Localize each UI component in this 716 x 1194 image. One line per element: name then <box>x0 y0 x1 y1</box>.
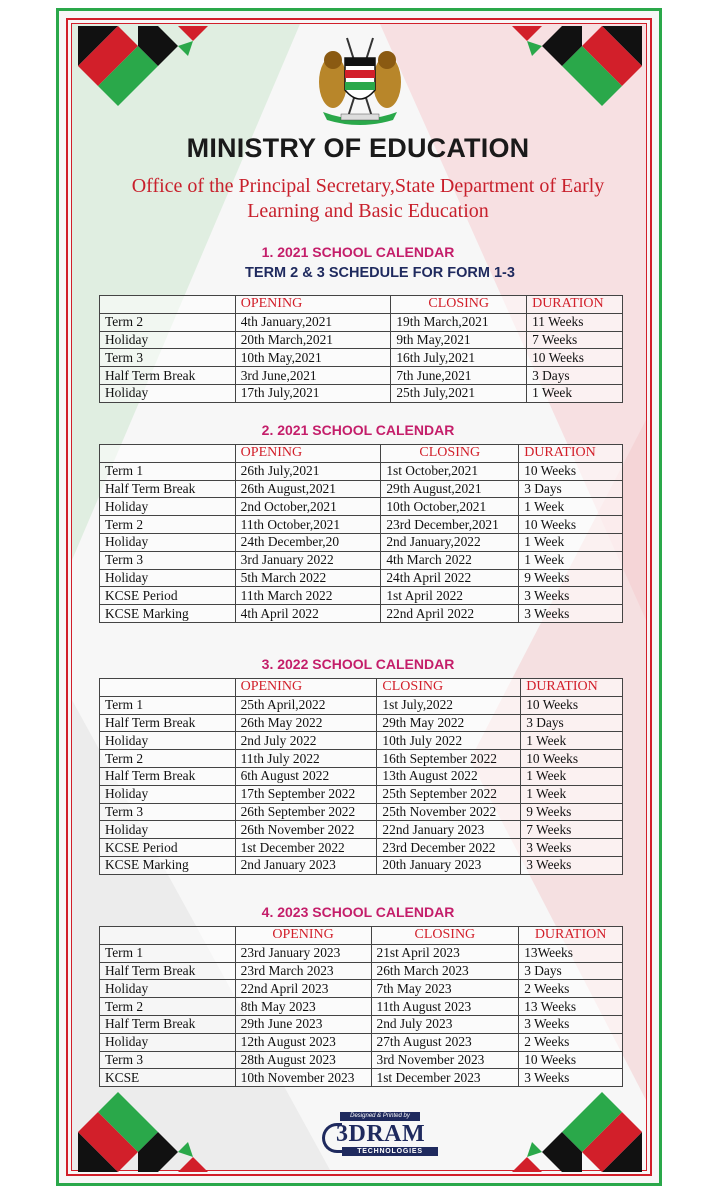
duration-cell: 3 Days <box>519 480 623 498</box>
opening-cell: 26th November 2022 <box>235 821 377 839</box>
corner-ornament-icon <box>512 1092 642 1172</box>
header-cell: DURATION <box>519 927 623 945</box>
closing-cell: 7th June,2021 <box>391 367 527 385</box>
table-row <box>100 349 623 367</box>
header-cell: DURATION <box>519 445 623 463</box>
table-row <box>100 980 623 998</box>
period-cell: Half Term Break <box>100 1015 236 1033</box>
period-cell: Holiday <box>100 533 236 551</box>
table-row <box>100 551 623 569</box>
closing-cell: 3rd November 2023 <box>371 1051 519 1069</box>
table-row <box>100 331 623 349</box>
closing-cell: 22nd January 2023 <box>377 821 521 839</box>
calendar-table-3 <box>99 678 623 875</box>
duration-cell: 13Weeks <box>519 944 623 962</box>
closing-cell: 10th October,2021 <box>381 498 519 516</box>
closing-cell: 16th July,2021 <box>391 349 527 367</box>
duration-cell: 10 Weeks <box>519 516 623 534</box>
closing-cell: 22nd April 2022 <box>381 605 519 623</box>
table-row <box>100 569 623 587</box>
subtitle-line-2: Learning and Basic Education <box>247 200 489 222</box>
section-3-title: 3. 2022 SCHOOL CALENDAR <box>261 656 455 672</box>
opening-cell: 1st December 2022 <box>235 839 377 857</box>
period-cell: Term 3 <box>100 551 236 569</box>
duration-cell: 2 Weeks <box>519 980 623 998</box>
period-cell: Term 1 <box>100 696 236 714</box>
duration-cell: 2 Weeks <box>519 1033 623 1051</box>
duration-cell: 10 Weeks <box>521 750 623 768</box>
closing-cell: 25th September 2022 <box>377 785 521 803</box>
table-row <box>100 856 623 874</box>
duration-cell: 3 Weeks <box>519 1069 623 1087</box>
closing-cell: 24th April 2022 <box>381 569 519 587</box>
table-row <box>100 998 623 1016</box>
header-cell <box>100 927 236 945</box>
period-cell: Term 3 <box>100 1051 236 1069</box>
opening-cell: 6th August 2022 <box>235 767 377 785</box>
duration-cell: 3 Days <box>521 714 623 732</box>
header-cell <box>100 296 236 314</box>
period-cell: KCSE Period <box>100 839 236 857</box>
table-row <box>100 696 623 714</box>
period-cell: Holiday <box>100 980 236 998</box>
opening-cell: 10th November 2023 <box>235 1069 371 1087</box>
table-row <box>100 480 623 498</box>
logo-top-text: Designed & Printed by <box>340 1112 420 1121</box>
header-cell: OPENING <box>235 296 391 314</box>
period-cell: KCSE <box>100 1069 236 1087</box>
header-cell: OPENING <box>235 927 371 945</box>
opening-cell: 24th December,20 <box>235 533 381 551</box>
period-cell: Holiday <box>100 1033 236 1051</box>
period-cell: KCSE Marking <box>100 856 236 874</box>
duration-cell: 3 Weeks <box>519 1015 623 1033</box>
duration-cell: 1 Week <box>527 384 623 402</box>
table-row <box>100 1033 623 1051</box>
table-row <box>100 498 623 516</box>
duration-cell: 9 Weeks <box>519 569 623 587</box>
duration-cell: 1 Week <box>519 551 623 569</box>
period-cell: Term 2 <box>100 750 236 768</box>
table-header-row <box>100 927 623 945</box>
page-subtitle <box>60 174 676 224</box>
table-header-row <box>100 296 623 314</box>
opening-cell: 26th September 2022 <box>235 803 377 821</box>
corner-ornament-icon <box>512 26 642 106</box>
closing-cell: 26th March 2023 <box>371 962 519 980</box>
page-title: MINISTRY OF EDUCATION <box>186 133 530 163</box>
header-cell: CLOSING <box>377 679 521 697</box>
table-row <box>100 313 623 331</box>
section-2-title: 2. 2021 SCHOOL CALENDAR <box>261 422 455 438</box>
opening-cell: 23rd March 2023 <box>235 962 371 980</box>
closing-cell: 25th July,2021 <box>391 384 527 402</box>
header-cell: DURATION <box>527 296 623 314</box>
duration-cell: 1 Week <box>521 785 623 803</box>
opening-cell: 12th August 2023 <box>235 1033 371 1051</box>
table-row <box>100 750 623 768</box>
opening-cell: 25th April,2022 <box>235 696 377 714</box>
period-cell: Holiday <box>100 785 236 803</box>
opening-cell: 22nd April 2023 <box>235 980 371 998</box>
duration-cell: 1 Week <box>519 498 623 516</box>
closing-cell: 20th January 2023 <box>377 856 521 874</box>
coat-of-arms-icon <box>313 34 407 128</box>
duration-cell: 3 Weeks <box>519 605 623 623</box>
opening-cell: 26th August,2021 <box>235 480 381 498</box>
duration-cell: 13 Weeks <box>519 998 623 1016</box>
section-4-title: 4. 2023 SCHOOL CALENDAR <box>261 904 455 920</box>
header-cell: CLOSING <box>381 445 519 463</box>
period-cell: Half Term Break <box>100 767 236 785</box>
opening-cell: 26th July,2021 <box>235 462 381 480</box>
period-cell: Term 2 <box>100 998 236 1016</box>
table-row <box>100 821 623 839</box>
opening-cell: 3rd January 2022 <box>235 551 381 569</box>
period-cell: Holiday <box>100 498 236 516</box>
section-1-title: 1. 2021 SCHOOL CALENDAR <box>261 244 455 260</box>
calendar-table-1 <box>99 295 623 403</box>
period-cell: Term 2 <box>100 516 236 534</box>
closing-cell: 23rd December 2022 <box>377 839 521 857</box>
opening-cell: 28th August 2023 <box>235 1051 371 1069</box>
closing-cell: 7th May 2023 <box>371 980 519 998</box>
table-row <box>100 767 623 785</box>
duration-cell: 9 Weeks <box>521 803 623 821</box>
period-cell: Term 3 <box>100 803 236 821</box>
opening-cell: 3rd June,2021 <box>235 367 391 385</box>
table-row <box>100 1015 623 1033</box>
duration-cell: 7 Weeks <box>521 821 623 839</box>
opening-cell: 26th May 2022 <box>235 714 377 732</box>
header-cell: CLOSING <box>391 296 527 314</box>
header-cell: DURATION <box>521 679 623 697</box>
duration-cell: 10 Weeks <box>519 462 623 480</box>
opening-cell: 11th July 2022 <box>235 750 377 768</box>
closing-cell: 29th May 2022 <box>377 714 521 732</box>
logo-sub: TECHNOLOGIES <box>342 1147 438 1156</box>
table-row <box>100 1069 623 1087</box>
opening-cell: 5th March 2022 <box>235 569 381 587</box>
table-row <box>100 462 623 480</box>
closing-cell: 19th March,2021 <box>391 313 527 331</box>
opening-cell: 4th April 2022 <box>235 605 381 623</box>
duration-cell: 3 Weeks <box>521 856 623 874</box>
opening-cell: 20th March,2021 <box>235 331 391 349</box>
table-row <box>100 803 623 821</box>
period-cell: Term 2 <box>100 313 236 331</box>
duration-cell: 10 Weeks <box>519 1051 623 1069</box>
logo-brand: 3DRAM <box>336 1121 426 1147</box>
duration-cell: 11 Weeks <box>527 313 623 331</box>
closing-cell: 25th November 2022 <box>377 803 521 821</box>
table-row <box>100 714 623 732</box>
table-header-row <box>100 445 623 463</box>
duration-cell: 7 Weeks <box>527 331 623 349</box>
header-cell <box>100 445 236 463</box>
closing-cell: 29th August,2021 <box>381 480 519 498</box>
opening-cell: 17th July,2021 <box>235 384 391 402</box>
opening-cell: 29th June 2023 <box>235 1015 371 1033</box>
opening-cell: 2nd January 2023 <box>235 856 377 874</box>
period-cell: Holiday <box>100 732 236 750</box>
opening-cell: 23rd January 2023 <box>235 944 371 962</box>
table-row <box>100 962 623 980</box>
closing-cell: 13th August 2022 <box>377 767 521 785</box>
closing-cell: 11th August 2023 <box>371 998 519 1016</box>
duration-cell: 1 Week <box>519 533 623 551</box>
closing-cell: 2nd January,2022 <box>381 533 519 551</box>
table-row <box>100 839 623 857</box>
closing-cell: 27th August 2023 <box>371 1033 519 1051</box>
duration-cell: 10 Weeks <box>527 349 623 367</box>
opening-cell: 2nd July 2022 <box>235 732 377 750</box>
header-cell: CLOSING <box>371 927 519 945</box>
table-row <box>100 384 623 402</box>
period-cell: Holiday <box>100 569 236 587</box>
corner-ornament-icon <box>78 26 208 106</box>
table-row <box>100 1051 623 1069</box>
subtitle-line-1: Office of the Principal Secretary,State Department of Early <box>131 175 605 197</box>
period-cell: Half Term Break <box>100 367 236 385</box>
duration-cell: 3 Days <box>519 962 623 980</box>
duration-cell: 1 Week <box>521 732 623 750</box>
opening-cell: 8th May 2023 <box>235 998 371 1016</box>
period-cell: Term 1 <box>100 944 236 962</box>
duration-cell: 3 Weeks <box>519 587 623 605</box>
closing-cell: 4th March 2022 <box>381 551 519 569</box>
closing-cell: 1st December 2023 <box>371 1069 519 1087</box>
opening-cell: 11th October,2021 <box>235 516 381 534</box>
period-cell: Half Term Break <box>100 480 236 498</box>
closing-cell: 23rd December,2021 <box>381 516 519 534</box>
period-cell: Holiday <box>100 384 236 402</box>
header-cell: OPENING <box>235 445 381 463</box>
table-row <box>100 785 623 803</box>
period-cell: Holiday <box>100 331 236 349</box>
closing-cell: 9th May,2021 <box>391 331 527 349</box>
period-cell: Term 1 <box>100 462 236 480</box>
period-cell: KCSE Marking <box>100 605 236 623</box>
table-row <box>100 732 623 750</box>
duration-cell: 1 Week <box>521 767 623 785</box>
closing-cell: 2nd July 2023 <box>371 1015 519 1033</box>
printer-logo <box>318 1112 442 1170</box>
closing-cell: 1st April 2022 <box>381 587 519 605</box>
calendar-table-2 <box>99 444 623 623</box>
opening-cell: 11th March 2022 <box>235 587 381 605</box>
opening-cell: 2nd October,2021 <box>235 498 381 516</box>
table-row <box>100 516 623 534</box>
closing-cell: 16th September 2022 <box>377 750 521 768</box>
closing-cell: 1st October,2021 <box>381 462 519 480</box>
table-row <box>100 533 623 551</box>
period-cell: Half Term Break <box>100 714 236 732</box>
period-cell: Half Term Break <box>100 962 236 980</box>
duration-cell: 3 Weeks <box>521 839 623 857</box>
opening-cell: 10th May,2021 <box>235 349 391 367</box>
header-cell: OPENING <box>235 679 377 697</box>
table-row <box>100 587 623 605</box>
section-1-subtitle: TERM 2 & 3 SCHEDULE FOR FORM 1-3 <box>245 265 515 281</box>
table-row <box>100 944 623 962</box>
table-row <box>100 367 623 385</box>
closing-cell: 21st April 2023 <box>371 944 519 962</box>
duration-cell: 10 Weeks <box>521 696 623 714</box>
period-cell: Term 3 <box>100 349 236 367</box>
period-cell: KCSE Period <box>100 587 236 605</box>
closing-cell: 1st July,2022 <box>377 696 521 714</box>
header-cell <box>100 679 236 697</box>
table-header-row <box>100 679 623 697</box>
period-cell: Holiday <box>100 821 236 839</box>
closing-cell: 10th July 2022 <box>377 732 521 750</box>
opening-cell: 4th January,2021 <box>235 313 391 331</box>
opening-cell: 17th September 2022 <box>235 785 377 803</box>
table-row <box>100 605 623 623</box>
duration-cell: 3 Days <box>527 367 623 385</box>
calendar-table-4 <box>99 926 623 1087</box>
corner-ornament-icon <box>78 1092 208 1172</box>
